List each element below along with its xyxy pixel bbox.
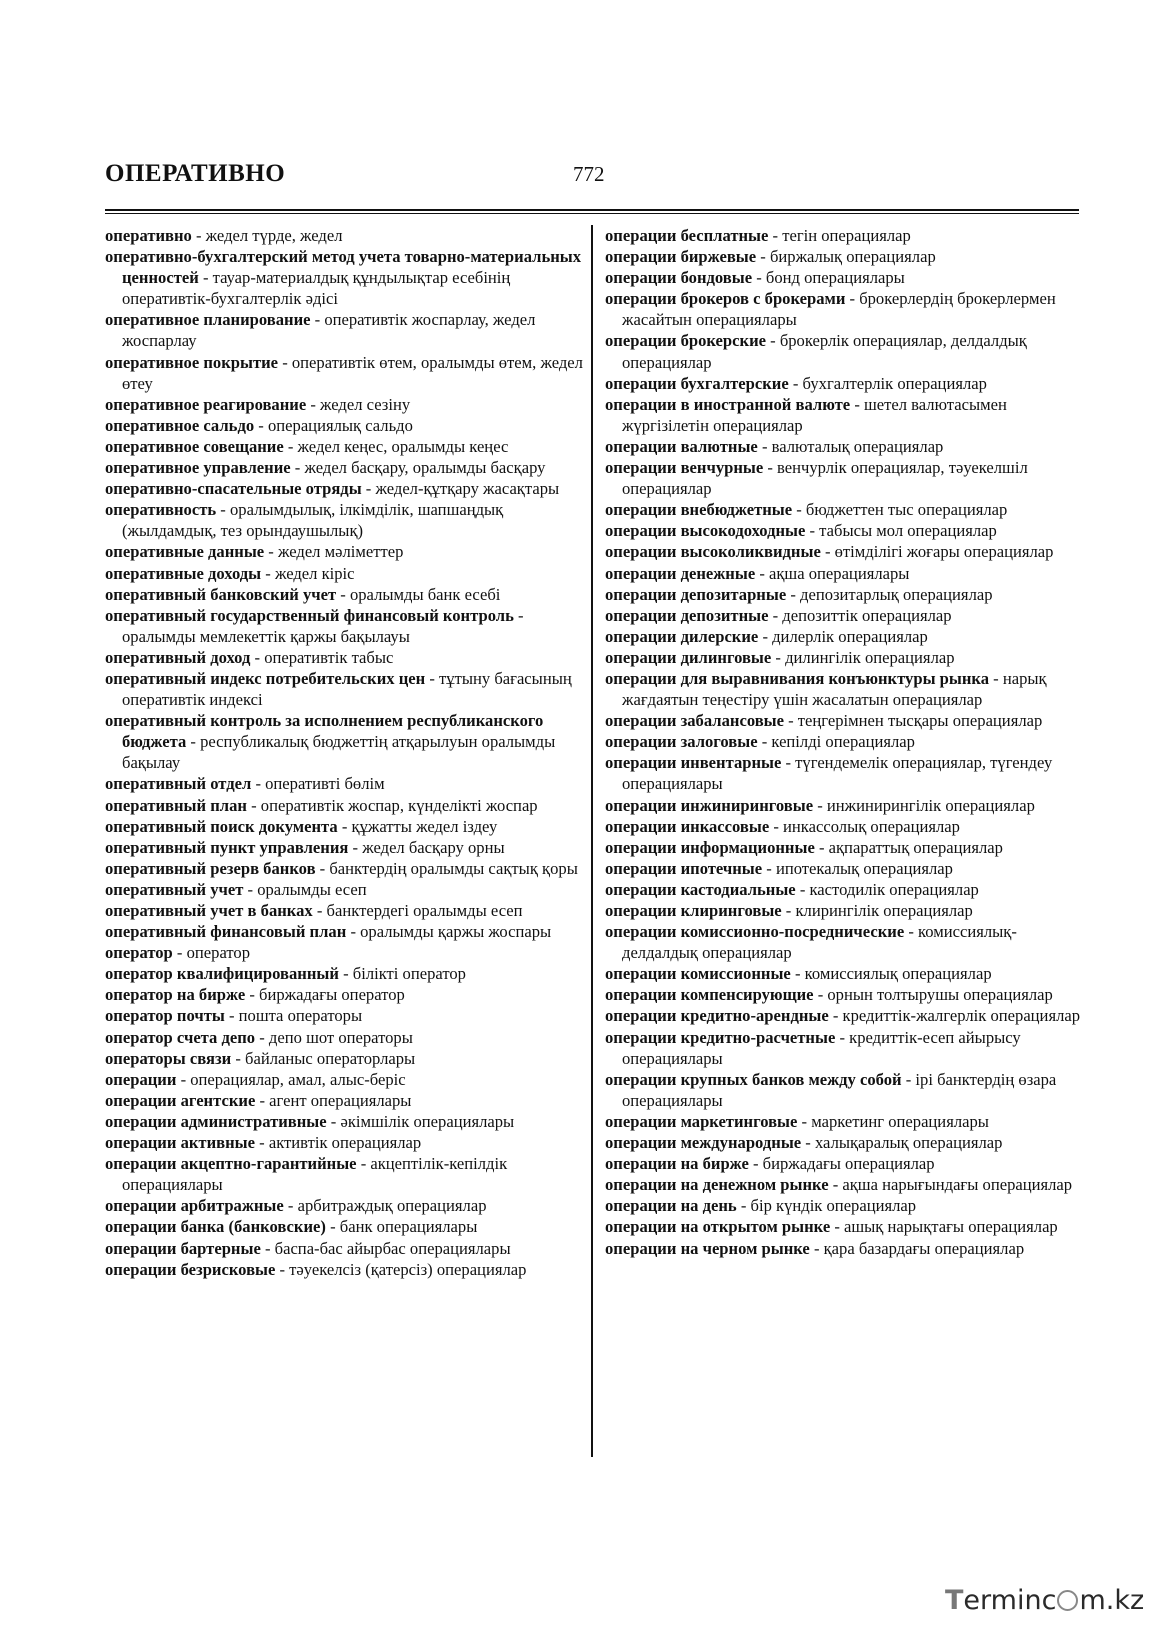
entry-term: операции акцептно-гарантийные	[105, 1154, 357, 1174]
entry-definition: - биржадағы оператор	[245, 985, 405, 1005]
entry-term: операции высокодоходные	[605, 521, 806, 541]
entry-term: операции арбитражные	[105, 1196, 284, 1216]
dictionary-entry	[105, 900, 583, 921]
dictionary-entry	[605, 731, 1083, 752]
entry-term: операции маркетинговые	[605, 1111, 798, 1131]
entry-definition: - оперативті бөлім	[251, 774, 385, 794]
dictionary-entry	[605, 1195, 1083, 1216]
dictionary-entry	[605, 984, 1083, 1005]
page-header-title: ОПЕРАТИВНО	[105, 160, 286, 187]
dictionary-entry	[105, 352, 583, 394]
dictionary-entry	[605, 246, 1083, 267]
entry-definition: - банктердің оралымды сақтық қоры	[315, 858, 578, 878]
entry-definition: - жедел кеңес, оралымды кеңес	[283, 436, 509, 456]
entry-term: оперативный отдел	[105, 774, 252, 794]
entry-definition: - кепілді операциялар	[757, 732, 915, 752]
dictionary-entry	[605, 879, 1083, 900]
dictionary-entry	[105, 394, 583, 415]
dictionary-entry	[105, 1111, 583, 1132]
dictionary-entry	[105, 984, 583, 1005]
dictionary-entry	[105, 499, 583, 541]
entry-term: операции забалансовые	[605, 711, 784, 731]
dictionary-entry	[605, 1238, 1083, 1259]
entry-definition: - ірі банктердің өзара операциялары	[622, 1069, 1057, 1110]
dictionary-entry	[105, 1069, 583, 1090]
entry-term: операции на черном рынке	[605, 1238, 810, 1258]
entry-definition: - биржалық операциялар	[756, 247, 936, 267]
dictionary-entry	[605, 1069, 1083, 1111]
entry-term: операции внебюджетные	[605, 500, 793, 520]
entry-definition: - жедел-құтқару жасақтары	[361, 479, 560, 499]
dictionary-entry	[105, 1195, 583, 1216]
entry-definition: - банктердегі оралымды есеп	[312, 901, 523, 920]
entry-term: операции дилерские	[605, 626, 759, 646]
entry-definition: - депозитарлық операциялар	[786, 584, 993, 604]
dictionary-entry	[605, 668, 1083, 710]
dictionary-entry	[105, 1259, 583, 1280]
entry-term: операции биржевые	[605, 247, 757, 267]
entry-term: оперативный государственный финансовый контроль	[105, 605, 514, 625]
logo-text-c: m.kz	[1079, 1585, 1145, 1616]
entry-term: оперативный контроль за исполнением республиканского бюджета	[105, 711, 544, 752]
dictionary-entry	[605, 626, 1083, 647]
entry-definition: - активтік операциялар	[255, 1133, 422, 1153]
entry-term: операции бесплатные	[605, 226, 769, 245]
entry-term: оперативный индекс потребительских цен	[105, 668, 426, 688]
header-rule	[105, 209, 1079, 211]
entry-definition: - жедел түрде, жедел	[191, 226, 343, 245]
dictionary-entry	[605, 1111, 1083, 1132]
header-rule-thin	[105, 213, 1079, 214]
entry-term: оператор счета депо	[105, 1027, 256, 1047]
entry-definition: - жедел басқару орны	[348, 837, 505, 857]
entry-definition: - кастодилік операциялар	[795, 879, 979, 899]
dictionary-entry	[105, 816, 583, 837]
entry-definition: - жедел мәліметтер	[264, 542, 404, 562]
entry-term: оперативное планирование	[105, 310, 311, 330]
termincom-logo	[945, 1585, 1145, 1625]
entry-definition: - жедел кіріс	[261, 563, 355, 583]
dictionary-entry	[105, 563, 583, 584]
entry-term: операции клиринговые	[605, 901, 782, 920]
entry-definition: - биржадағы операциялар	[748, 1154, 935, 1174]
entry-term: оператор почты	[105, 1006, 225, 1026]
dictionary-entry	[105, 415, 583, 436]
entry-term: операции бартерные	[105, 1238, 261, 1258]
dictionary-entry	[105, 541, 583, 562]
entry-definition: - валюталық операциялар	[757, 436, 944, 456]
entry-definition: - депозиттік операциялар	[768, 605, 952, 625]
dictionary-entry	[105, 710, 583, 773]
dictionary-entry	[105, 942, 583, 963]
entry-definition: - банк операциялары	[325, 1217, 478, 1237]
dictionary-entry	[105, 647, 583, 668]
entry-term: операции безрисковые	[105, 1259, 276, 1279]
left-column	[105, 225, 583, 1280]
entry-definition: - арбитраждық операциялар	[283, 1196, 487, 1216]
dictionary-entry	[605, 921, 1083, 963]
entry-definition: - бюджеттен тыс операциялар	[792, 500, 1008, 520]
entry-definition: - орнын толтырушы операциялар	[813, 985, 1053, 1005]
entry-term: операции комиссионные	[605, 964, 791, 984]
entry-definition: - бір күндік операциялар	[736, 1196, 917, 1216]
dictionary-entry	[605, 963, 1083, 984]
entry-term: операции на день	[605, 1196, 737, 1216]
dictionary-entry	[605, 394, 1083, 436]
entry-definition: - тегін операциялар	[768, 226, 911, 245]
logo-text-a: ermin	[963, 1585, 1042, 1616]
entry-term: оперативный банковский учет	[105, 584, 337, 604]
entry-definition: - нарық жағдаятын теңестіру үшін жасалатын операциялар	[622, 668, 1047, 710]
entry-definition: - оператор	[172, 943, 251, 963]
entry-term: оперативный пункт управления	[105, 837, 349, 857]
entry-definition: - табысы мол операциялар	[805, 521, 997, 541]
entry-term: операции на открытом рынке	[605, 1217, 831, 1237]
entry-definition: - бонд операциялары	[752, 268, 905, 288]
entry-term: операции инкассовые	[605, 816, 770, 836]
entry-definition: - дилингілік операциялар	[771, 647, 955, 667]
dictionary-entry	[105, 963, 583, 984]
entry-term: операции кредитно-расчетные	[605, 1027, 836, 1047]
entry-definition: - құжатты жедел іздеу	[337, 816, 498, 836]
entry-definition: - әкімшілік операциялары	[326, 1111, 515, 1131]
entry-term: операции	[105, 1069, 177, 1089]
entry-definition: - комиссиялық операциялар	[790, 964, 992, 984]
entry-definition: - оралымдылық, ілкімділік, шапшаңдық (жылдамдық, тез орындаушылық)	[122, 500, 504, 541]
entry-term: оперативные доходы	[105, 563, 262, 583]
entry-definition: - халықаралық операциялар	[801, 1133, 1003, 1153]
dictionary-entry	[105, 457, 583, 478]
entry-definition: - пошта операторы	[224, 1006, 363, 1026]
entry-term: операции информационные	[605, 837, 815, 857]
entry-term: оперативно-спасательные отряды	[105, 479, 362, 499]
dictionary-entry	[605, 225, 1083, 246]
entry-definition: - тауар-материалдық құндылықтар есебінің оперативтік-бухгалтерлік әдісі	[122, 268, 511, 309]
dictionary-entry	[105, 921, 583, 942]
entry-definition: - кредиттік-жалгерлік операциялар	[828, 1006, 1081, 1026]
dictionary-entry	[105, 1005, 583, 1026]
entry-definition: - клирингілік операциялар	[781, 901, 973, 920]
entry-term: оперативный учет в банках	[105, 901, 313, 920]
dictionary-entry	[605, 752, 1083, 794]
entry-term: операции компенсирующие	[605, 985, 814, 1005]
dictionary-entry	[605, 837, 1083, 858]
entry-definition: - маркетинг операциялары	[797, 1111, 989, 1131]
dictionary-entry	[105, 584, 583, 605]
dictionary-entry	[105, 1153, 583, 1195]
entry-term: операции дилинговые	[605, 647, 772, 667]
dictionary-entry	[105, 1216, 583, 1237]
entry-definition: - операциялық сальдо	[254, 415, 413, 435]
dictionary-entry	[105, 773, 583, 794]
entry-term: операции крупных банков между собой	[605, 1069, 902, 1089]
dictionary-entry	[605, 900, 1083, 921]
entry-definition: - брокерлік операциялар, делдалдық операциялар	[622, 331, 1027, 372]
entry-term: операции административные	[105, 1111, 327, 1131]
entry-definition: - венчурлік операциялар, тәуекелшіл операциялар	[622, 458, 1028, 499]
entry-term: оперативное совещание	[105, 436, 284, 456]
entry-term: оперативное покрытие	[105, 352, 279, 372]
entry-definition: - оралымды қаржы жоспары	[346, 922, 552, 942]
entry-definition: - республикалық бюджеттің атқарылуын оралымды бақылау	[122, 732, 556, 773]
entry-term: операции бондовые	[605, 268, 753, 288]
entry-definition: - агент операциялары	[255, 1090, 412, 1110]
dictionary-entry	[605, 605, 1083, 626]
dictionary-entry	[105, 1048, 583, 1069]
dictionary-entry	[605, 436, 1083, 457]
entry-term: операции для выравнивания конъюнктуры рынка	[605, 668, 990, 688]
entry-term: операции депозитарные	[605, 584, 787, 604]
entry-term: оперативный резерв банков	[105, 858, 316, 878]
dictionary-entry	[105, 246, 583, 309]
entry-term: операции брокеров с брокерами	[605, 289, 846, 309]
entry-term: операции кастодиальные	[605, 879, 796, 899]
dictionary-entry	[105, 605, 583, 647]
entry-term: оперативный поиск документа	[105, 816, 338, 836]
entry-term: оперативный учет	[105, 879, 244, 899]
dictionary-entry	[605, 710, 1083, 731]
entry-definition: - түгендемелік операциялар, түгендеу операциялары	[622, 753, 1053, 794]
entry-definition: - ақпараттық операциялар	[814, 837, 1003, 857]
entry-definition: - кредиттік-есеп айырысу операциялары	[622, 1027, 1021, 1068]
entry-term: операции кредитно-арендные	[605, 1006, 829, 1026]
entry-term: операции высоколиквидные	[605, 542, 821, 562]
entry-term: оперативное управление	[105, 458, 291, 478]
dictionary-entry	[105, 436, 583, 457]
entry-term: оперативный план	[105, 795, 247, 815]
dictionary-entry	[605, 858, 1083, 879]
entry-definition: - бухгалтерлік операциялар	[788, 373, 987, 393]
entry-term: операции инжиниринговые	[605, 795, 814, 815]
dictionary-entry	[605, 373, 1083, 394]
entry-definition: - оперативтік табыс	[250, 647, 394, 667]
entry-term: оперативность	[105, 500, 217, 520]
entry-definition: - ашық нарықтағы операциялар	[830, 1217, 1058, 1237]
entry-definition: - оралымды мемлекеттік қаржы бақылауы	[122, 605, 524, 646]
dictionary-entry	[605, 499, 1083, 520]
entry-definition: - оперативтік жоспарлау, жедел жоспарлау	[122, 310, 536, 351]
dictionary-entry	[605, 267, 1083, 288]
dictionary-entry	[605, 1174, 1083, 1195]
column-divider	[591, 225, 593, 1457]
entry-term: операции валютные	[605, 436, 758, 456]
entry-definition: - инкассолық операциялар	[769, 816, 960, 836]
entry-term: операции агентские	[105, 1090, 256, 1110]
dictionary-entry	[105, 478, 583, 499]
entry-definition: - тұтыну бағасының оперативтік индексі	[122, 668, 572, 710]
entry-definition: - инжинирингілік операциялар	[813, 795, 1035, 815]
entry-term: оператор квалифицированный	[105, 964, 339, 984]
entry-term: оператор	[105, 943, 173, 963]
dictionary-entry	[605, 795, 1083, 816]
entry-definition: - брокерлердің брокерлермен жасайтын операциялары	[622, 289, 1056, 330]
entry-definition: - білікті оператор	[338, 964, 466, 984]
dictionary-entry	[105, 879, 583, 900]
entry-definition: - ақша нарығындағы операциялар	[828, 1175, 1073, 1195]
entry-term: операции залоговые	[605, 732, 758, 752]
dictionary-entry	[105, 1238, 583, 1259]
dictionary-entry	[605, 1216, 1083, 1237]
dictionary-entry	[605, 1132, 1083, 1153]
entry-term: операции международные	[605, 1133, 802, 1153]
entry-definition: - теңгерімнен тысқары операциялар	[783, 711, 1043, 731]
entry-definition: - дилерлік операциялар	[758, 626, 928, 646]
entry-term: операции венчурные	[605, 458, 764, 478]
logo-text-b: c	[1041, 1585, 1057, 1616]
entry-term: операции активные	[105, 1133, 255, 1153]
entry-term: операции инвентарные	[605, 753, 782, 773]
entry-term: операции на денежном рынке	[605, 1175, 829, 1195]
dictionary-entry	[105, 837, 583, 858]
dictionary-entry	[605, 584, 1083, 605]
magnifier-icon	[1057, 1590, 1078, 1611]
entry-definition: - өтімділігі жоғары операциялар	[820, 542, 1054, 562]
entry-definition: - шетел валютасымен жүргізілетін операциялар	[622, 394, 1007, 435]
entry-definition: - жедел басқару, оралымды басқару	[290, 458, 546, 478]
page-number: 772	[573, 162, 605, 186]
dictionary-entry	[605, 457, 1083, 499]
entry-definition: - оперативтік өтем, оралымды өтем, жедел өтеу	[122, 352, 583, 393]
dictionary-entry	[105, 795, 583, 816]
dictionary-entry	[105, 225, 583, 246]
entry-definition: - операциялар, амал, алыс-беріс	[176, 1069, 406, 1089]
dictionary-entry	[605, 288, 1083, 330]
entry-definition: - қара базардағы операциялар	[809, 1238, 1025, 1258]
entry-definition: - ақша операциялары	[755, 563, 910, 583]
dictionary-entry	[105, 1132, 583, 1153]
entry-term: оперативно-бухгалтерский метод учета товарно-материальных ценностей	[105, 247, 582, 288]
entry-term: оператор на бирже	[105, 985, 246, 1005]
entry-definition: - жедел сезіну	[306, 394, 411, 414]
dictionary-entry	[605, 1153, 1083, 1174]
entry-term: оперативный доход	[105, 647, 251, 667]
entry-definition: - оралымды банк есебі	[336, 584, 501, 604]
dictionary-entry	[105, 1090, 583, 1111]
dictionary-entry	[605, 816, 1083, 837]
entry-term: операции бухгалтерские	[605, 373, 789, 393]
entry-definition: - ипотекалық операциялар	[762, 858, 953, 878]
dictionary-entry	[605, 541, 1083, 562]
entry-term: оперативный финансовый план	[105, 922, 347, 942]
dictionary-entry	[105, 858, 583, 879]
entry-term: операции в иностранной валюте	[605, 394, 851, 414]
entry-term: операции комиссионно-посреднические	[605, 922, 905, 942]
dictionary-entry	[105, 668, 583, 710]
entry-definition: - акцептілік-кепілдік операциялары	[122, 1154, 508, 1195]
dictionary-entry	[105, 309, 583, 351]
logo-t-mark: T	[945, 1585, 964, 1616]
entry-term: операции депозитные	[605, 605, 769, 625]
entry-definition: - оперативтік жоспар, күнделікті жоспар	[246, 795, 538, 815]
entry-term: оперативно	[105, 226, 192, 245]
entry-term: операции банка (банковские)	[105, 1217, 326, 1237]
dictionary-entry	[605, 563, 1083, 584]
entry-definition: - оралымды есеп	[243, 879, 367, 899]
entry-term: оперативное реагирование	[105, 394, 307, 414]
dictionary-entry	[605, 1027, 1083, 1069]
entry-definition: - комиссиялық-делдалдық операциялар	[622, 922, 1017, 963]
entry-definition: - байланыс операторлары	[231, 1048, 416, 1068]
right-column	[605, 225, 1083, 1259]
dictionary-entry	[605, 520, 1083, 541]
entry-term: операторы связи	[105, 1048, 232, 1068]
entry-term: операции денежные	[605, 563, 756, 583]
entry-term: операции брокерские	[605, 331, 766, 351]
dictionary-entry	[605, 647, 1083, 668]
dictionary-entry	[605, 330, 1083, 372]
entry-definition: - тәуекелсіз (қатерсіз) операциялар	[275, 1259, 527, 1279]
entry-definition: - баспа-бас айырбас операциялары	[260, 1238, 511, 1258]
dictionary-entry	[105, 1027, 583, 1048]
dictionary-entry	[605, 1005, 1083, 1026]
entry-term: оперативные данные	[105, 542, 265, 562]
entry-term: операции ипотечные	[605, 858, 763, 878]
entry-definition: - депо шот операторы	[255, 1027, 413, 1047]
entry-term: операции на бирже	[605, 1154, 749, 1174]
entry-term: оперативное сальдо	[105, 415, 255, 435]
